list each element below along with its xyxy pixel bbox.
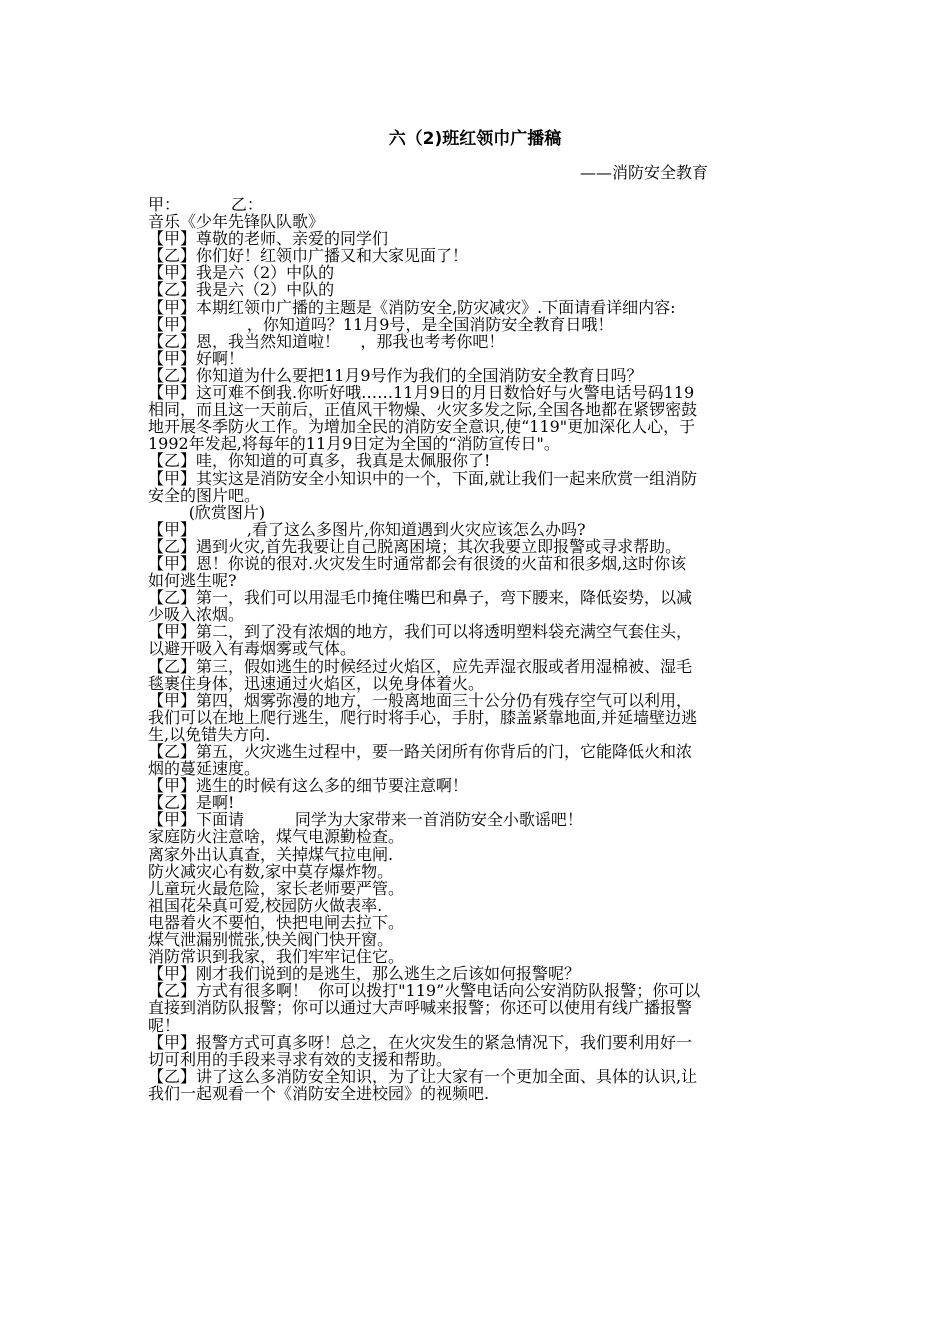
script-line: 音乐《少年先锋队队歌》 [148,212,325,232]
script-line: 【乙】你们好！红领巾广播又和大家见面了！ [148,246,469,266]
script-line: 【甲】本期红领巾广播的主题是《消防安全,防灾减灾》.下面请看详细内容: [148,297,676,317]
script-line: 【甲】 ,看了这么多图片,你知道遇到火灾应该怎么办吗? [148,519,586,539]
script-line: 【乙】你知道为什么要把11月9号作为我们的全国消防安全教育日吗？ [148,365,643,385]
script-line: 安全的图片吧。 [148,485,261,505]
script-line: 防火减灾心有数,家中莫存爆炸物。 [148,861,394,881]
script-line: 煤气泄漏别慌张,快关阀门快开窗。 [148,930,394,950]
script-line: 【乙】讲了这么多消防安全知识，为了让大家有一个更加全面、具体的认识,让 [148,1066,698,1086]
script-line: 【甲】刚才我们说到的是逃生，那么逃生之后该如何报警呢？ [148,964,581,984]
document-title: 六（2)班红领巾广播稿 [388,129,562,149]
script-line: 呢！ [148,1015,181,1035]
script-line: 【甲】报警方式可真多呀！总之，在火灾发生的紧急情况下，我们要利用好一 [148,1032,693,1052]
script-line: 【甲】下面请 同学为大家带来一首消防安全小歌谣吧！ [148,810,583,830]
script-line: (欣赏图片) [148,502,266,522]
document-subtitle: ——消防安全教育 [580,163,709,182]
script-line: 消防常识到我家，我们牢牢记住它。 [148,947,405,967]
script-line: 【甲】尊敬的老师、亲爱的同学们 [148,229,389,249]
script-line: 【甲】好啊！ [148,348,245,368]
script-line: 相同，而且这一天前后，正值风干物燥、火灾多发之际,全国各地都在紧锣密鼓 [148,400,698,420]
script-line: 祖国花朵真可爱,校园防火做表率. [148,895,383,915]
script-line: 儿童玩火最危险，家长老师要严管。 [148,878,405,898]
script-line: 我们可以在地上爬行逃生，爬行时将手心，手肘，膝盖紧靠地面,并延墙壁边逃 [148,707,698,727]
script-line: 电器着火不要怕，快把电闸去拉下。 [148,912,405,932]
script-line: 离家外出认真查，关掉煤气拉电闸. [148,844,394,864]
script-line: 【乙】方式有很多啊！ 你可以拨打"119”火警电话向公安消防队报警；你可以 [148,981,701,1001]
script-line: 【甲】这可难不倒我.你听好哦……11月9日的月日数恰好与火警电话号码119 [148,383,695,403]
script-line: 切可利用的手段来寻求有效的支援和帮助。 [148,1049,453,1069]
script-line: 直接到消防队报警；你可以通过大声呼喊来报警；你还可以使用有线广播报警 [148,998,693,1018]
script-line: 家庭防火注意啥，煤气电源勤检查。 [148,827,405,847]
script-line: 【甲】恩！你说的很对.火灾发生时通常都会有很烫的火苗和很多烟,这时你该 [148,553,687,573]
script-line: 【乙】恩，我当然知道啦！ ，那我也考考你吧！ [148,331,505,351]
script-line: 【甲】 ，你知道吗？11月9号，是全国消防安全教育日哦！ [148,314,614,334]
script-line: 【乙】第五，火灾逃生过程中，要一路关闭所有你背后的门，它能降低火和浓 [148,742,693,761]
script-line: 【甲】我是六（2）中队的 [148,263,335,283]
script-line: 烟的蔓延速度。 [148,759,261,779]
script-line: 【乙】第三，假如逃生的时候经过火焰区，应先弄湿衣服或者用湿棉被、湿毛 [148,656,693,676]
script-line: 【甲】逃生的时候有这么多的细节要注意啊！ [148,776,469,796]
script-line: 【乙】是啊! [148,793,235,813]
script-line: 我们一起观看一个《消防安全进校园》的视频吧. [148,1083,490,1103]
script-line: 【乙】我是六（2）中队的 [148,280,335,300]
script-line: 【乙】遇到火灾,首先我要让自己脱离困境；其次我要立即报警或寻求帮助。 [148,536,682,556]
script-line: 少吸入浓烟。 [148,605,245,625]
script-line: 1992年发起,将每年的11月9日定为全国的“消防宣传日"。 [148,434,560,454]
script-line: 以避开吸入有毒烟雾或气体。 [148,639,357,659]
script-line: 【甲】第二，到了没有浓烟的地方，我们可以将透明塑料袋充满空气套住头， [148,622,693,642]
script-line: 甲： 乙： [148,195,263,214]
script-line: 【乙】第一，我们可以用湿毛巾掩住嘴巴和鼻子，弯下腰来，降低姿势，以减 [148,588,693,608]
script-line: 毯裹住身体，迅速通过火焰区，以免身体着火。 [148,673,485,693]
script-line: 【甲】其实这是消防安全小知识中的一个，下面,就让我们一起来欣赏一组消防 [148,468,698,488]
script-line: 【甲】第四，烟雾弥漫的地方，一般离地面三十公分仍有残存空气可以利用， [148,690,693,710]
script-body [148,196,808,1102]
script-line: 如何逃生呢? [148,571,237,591]
script-line: 地开展冬季防火工作。为增加全民的消防安全意识,使“119"更加深化人心，于 [148,417,696,437]
script-line: 【乙】哇，你知道的可真多，我真是太佩服你了! [148,451,491,471]
script-line: 生,以免错失方向. [148,724,271,744]
